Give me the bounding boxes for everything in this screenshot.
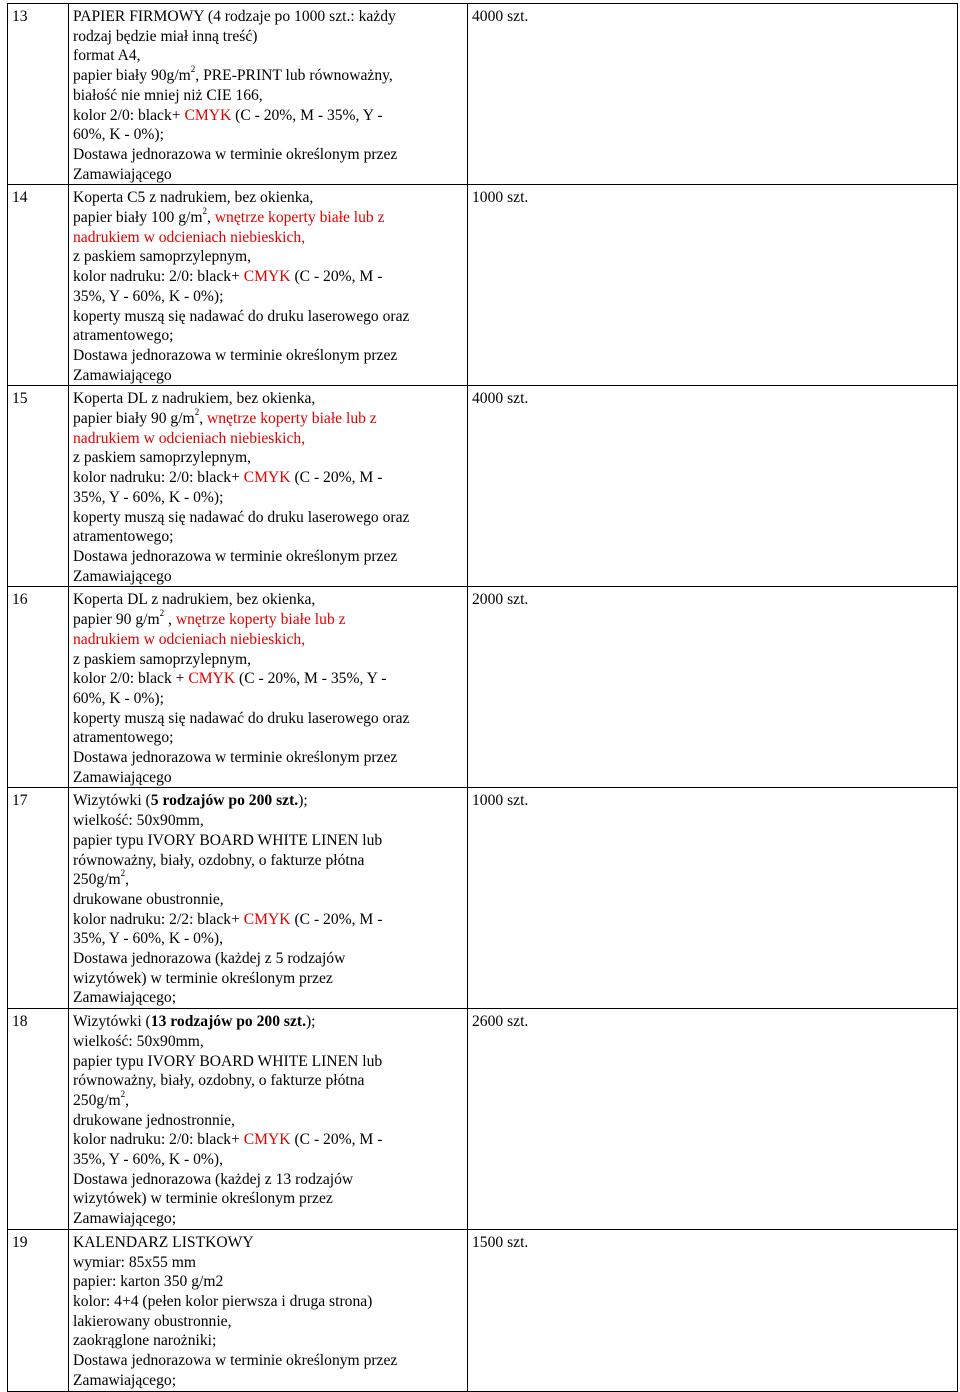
row-number: 14 [8,185,69,386]
text-run: rodzaj będzie miał inną treść) [73,27,258,45]
description-line [73,988,463,1008]
description-line [73,1150,463,1170]
description-line [73,27,463,47]
table-row [8,185,958,386]
table-row [8,1229,958,1391]
text-run: 35%, Y - 60%, K - 0%); [73,488,224,506]
description-line [73,1130,463,1150]
description-line [73,247,463,267]
text-run: 250g/m [73,871,121,889]
item-description [69,788,468,1009]
text-run: format A4, [73,47,141,65]
text-run: 60%, K - 0%); [73,126,164,144]
text-run: , [125,871,130,889]
text-run: kolor nadruku: 2/0: black+ [73,1131,244,1149]
text-run: równoważny, biały, ozdobny, o fakturze płótna [73,851,365,869]
description-line [73,1052,463,1072]
highlighted-text: CMYK [243,910,291,928]
description-line [73,831,463,851]
description-line [73,63,463,86]
text-run: Dostawa jednorazowa w terminie określonym przez [73,547,398,565]
description-line [73,748,463,768]
description-line [73,870,463,890]
item-description [69,4,468,185]
description-line [73,406,463,429]
text-run: wielkość: 50x90mm, [73,812,204,830]
description-line [73,1331,463,1351]
description-line [73,267,463,287]
description-line [73,1371,463,1391]
description-line [73,1032,463,1052]
text-run: równoważny, biały, ozdobny, o fakturze płótna [73,1072,365,1090]
description-line [73,1351,463,1371]
row-number: 17 [8,788,69,1009]
superscript: 2 [202,205,207,216]
description-line [73,969,463,989]
text-run: Zamawiającego [73,768,172,786]
highlighted-text: CMYK [243,469,291,487]
text-run: (C - 20%, M - [290,469,383,487]
specification-table [7,3,958,1392]
description-line [73,811,463,831]
description-line [73,567,463,587]
text-run: kolor 2/0: black + [73,670,189,688]
superscript: 2 [159,607,165,618]
description-line [73,728,463,748]
description-line [73,851,463,871]
text-run: papier: karton 350 g/m2 [73,1273,224,1291]
text-run: , [199,410,207,428]
text-run: Wizytówki ( [73,1013,151,1031]
text-run: Dostawa jednorazowa (każdej z 5 rodzajów [73,950,346,968]
description-line [73,1209,463,1229]
text-run: Zamawiającego [73,366,172,384]
text-run: zaokrąglone narożniki; [73,1332,217,1350]
description-line [73,106,463,126]
description-line [73,1292,463,1312]
text-run: kolor nadruku: 2/2: black+ [73,910,244,928]
description-line [73,468,463,488]
text-run: Zamawiającego; [73,1210,177,1228]
item-quantity: 4000 szt. [468,4,958,185]
item-quantity: 1000 szt. [468,788,958,1009]
description-line [73,125,463,145]
description-line [73,488,463,508]
description-line [73,389,463,409]
text-run: Dostawa jednorazowa w terminie określonym przez [73,346,398,364]
item-quantity: 4000 szt. [468,386,958,587]
description-line [73,205,463,228]
text-run: kolor 2/0: black+ [73,106,185,124]
text-run: 35%, Y - 60%, K - 0%); [73,287,224,305]
description-line [73,287,463,307]
text-run: (C - 20%, M - [290,1131,383,1149]
highlighted-text: nadrukiem w odcieniach niebieskich, [73,228,306,246]
row-number: 16 [8,587,69,788]
description-line [73,527,463,547]
row-number: 18 [8,1009,69,1230]
text-run: 60%, K - 0%); [73,689,164,707]
text-run: kolor nadruku: 2/0: black+ [73,268,244,286]
description-line [73,669,463,689]
table-row [8,386,958,587]
text-run: papier biały 100 g/m [73,209,203,227]
item-description [69,1009,468,1230]
text-run: papier biały 90 g/m [73,410,195,428]
description-line [73,429,463,449]
description-line [73,547,463,567]
description-line [73,326,463,346]
text-run: wizytówek) w terminie określonym przez [73,969,333,987]
text-run: ); [305,1013,316,1031]
text-run: 250g/m [73,1091,121,1109]
text-run: Zamawiającego [73,165,172,183]
text-run: Koperta DL z nadrukiem, bez okienka, [73,390,316,408]
description-line [73,228,463,248]
item-description [69,185,468,386]
highlighted-text: CMYK [243,1131,291,1149]
highlighted-text: wnętrze koperty białe lub z [175,611,346,629]
description-line [73,607,463,630]
text-run: atramentowego; [73,327,174,345]
description-line [73,1253,463,1273]
description-line [73,910,463,930]
description-line [73,590,463,610]
description-line [73,791,463,811]
superscript: 2 [120,1088,126,1099]
text-run: KALENDARZ LISTKOWY [73,1233,254,1251]
highlighted-text: wnętrze koperty białe lub z [214,209,385,227]
text-run: kolor: 4+4 (pełen kolor pierwsza i druga strona) [73,1293,373,1310]
item-description [69,587,468,788]
text-run: papier typu IVORY BOARD WHITE LINEN lub [73,831,383,849]
description-line [73,630,463,650]
text-run: białość nie mniej niż CIE 166, [73,86,263,104]
text-run: Zamawiającego; [73,989,177,1007]
highlighted-text: CMYK [243,268,291,286]
text-run: wizytówek) w terminie określonym przez [73,1190,333,1208]
description-line [73,1012,463,1032]
text-run: papier 90 g/m [73,611,160,629]
description-line [73,1233,463,1253]
description-line [73,1088,463,1111]
row-number: 19 [8,1229,69,1391]
text-run: z paskiem samoprzylepnym, [73,248,251,266]
table-row [8,587,958,788]
description-line [73,768,463,788]
description-line [73,1189,463,1209]
description-line [73,86,463,106]
description-line [73,145,463,165]
text-run: 5 rodzajów po 200 szt. [150,792,299,810]
text-run: , PRE-PRINT lub równoważny, [195,67,393,85]
text-run: koperty muszą się nadawać do druku laserowego oraz [73,307,410,325]
text-run: atramentowego; [73,528,174,546]
superscript: 2 [120,868,126,879]
item-description [69,386,468,587]
text-run: Koperta C5 z nadrukiem, bez okienka, [73,189,314,207]
description-line [73,188,463,208]
text-run: 35%, Y - 60%, K - 0%), [73,1151,223,1169]
description-line [73,346,463,366]
highlighted-text: nadrukiem w odcieniach niebieskich, [73,630,306,648]
table-row [8,1009,958,1230]
text-run: , [125,1091,130,1109]
table-row [8,788,958,1009]
description-line [73,890,463,910]
description-line [73,1312,463,1332]
text-run: Zamawiającego [73,567,172,585]
text-run: Dostawa jednorazowa w terminie określonym przez [73,749,398,767]
text-run: , [207,209,215,227]
text-run: Koperta DL z nadrukiem, bez okienka, [73,591,316,609]
description-line [73,366,463,386]
description-line [73,1071,463,1091]
text-run: drukowane jednostronnie, [73,1111,235,1129]
text-run: Dostawa jednorazowa w terminie określonym przez [73,145,398,163]
description-line [73,165,463,185]
item-quantity: 2600 szt. [468,1009,958,1230]
superscript: 2 [190,63,196,74]
text-run: z paskiem samoprzylepnym, [73,449,251,467]
text-run: papier typu IVORY BOARD WHITE LINEN lub [73,1052,383,1070]
text-run: kolor nadruku: 2/0: black+ [73,469,244,487]
text-run: Wizytówki ( [73,792,151,810]
highlighted-text: CMYK [184,106,232,124]
description-line [73,1170,463,1190]
row-number: 13 [8,4,69,185]
row-number: 15 [8,386,69,587]
description-line [73,508,463,528]
description-line [73,949,463,969]
description-line [73,650,463,670]
text-run: 35%, Y - 60%, K - 0%), [73,930,223,948]
description-line [73,1272,463,1292]
description-line [73,46,463,66]
text-run: papier biały 90g/m [73,67,191,85]
description-line [73,7,463,27]
text-run: atramentowego; [73,729,174,747]
highlighted-text: nadrukiem w odcieniach niebieskich, [73,429,306,447]
table-body [8,4,958,1392]
text-run: (C - 20%, M - 35%, Y - [235,670,387,688]
text-run: Dostawa jednorazowa (każdej z 13 rodzajów [73,1170,354,1188]
text-run: lakierowany obustronnie, [73,1312,232,1330]
text-run: drukowane obustronnie, [73,890,224,908]
text-run: , [164,611,176,629]
text-run: koperty muszą się nadawać do druku laserowego oraz [73,508,410,526]
description-line [73,307,463,327]
text-run: (C - 20%, M - [290,268,383,286]
text-run: koperty muszą się nadawać do druku laserowego oraz [73,709,410,727]
description-line [73,1111,463,1131]
item-quantity: 2000 szt. [468,587,958,788]
text-run: 13 rodzajów po 200 szt. [150,1013,306,1031]
description-line [73,448,463,468]
text-run: PAPIER FIRMOWY (4 rodzaje po 1000 szt.: każdy [73,8,396,25]
item-description [69,1229,468,1391]
text-run: z paskiem samoprzylepnym, [73,650,251,668]
text-run: Zamawiającego; [73,1371,177,1389]
text-run: (C - 20%, M - [290,910,383,928]
description-line [73,709,463,729]
description-line [73,929,463,949]
description-line [73,689,463,709]
item-quantity: 1500 szt. [468,1229,958,1391]
item-quantity: 1000 szt. [468,185,958,386]
text-run: wielkość: 50x90mm, [73,1032,204,1050]
text-run: wymiar: 85x55 mm [73,1253,197,1271]
text-run: (C - 20%, M - 35%, Y - [231,106,383,124]
text-run: ); [298,792,308,810]
text-run: Dostawa jednorazowa w terminie określonym przez [73,1352,398,1370]
superscript: 2 [194,406,200,417]
table-row [8,4,958,185]
highlighted-text: wnętrze koperty białe lub z [207,410,377,428]
highlighted-text: CMYK [188,670,236,688]
